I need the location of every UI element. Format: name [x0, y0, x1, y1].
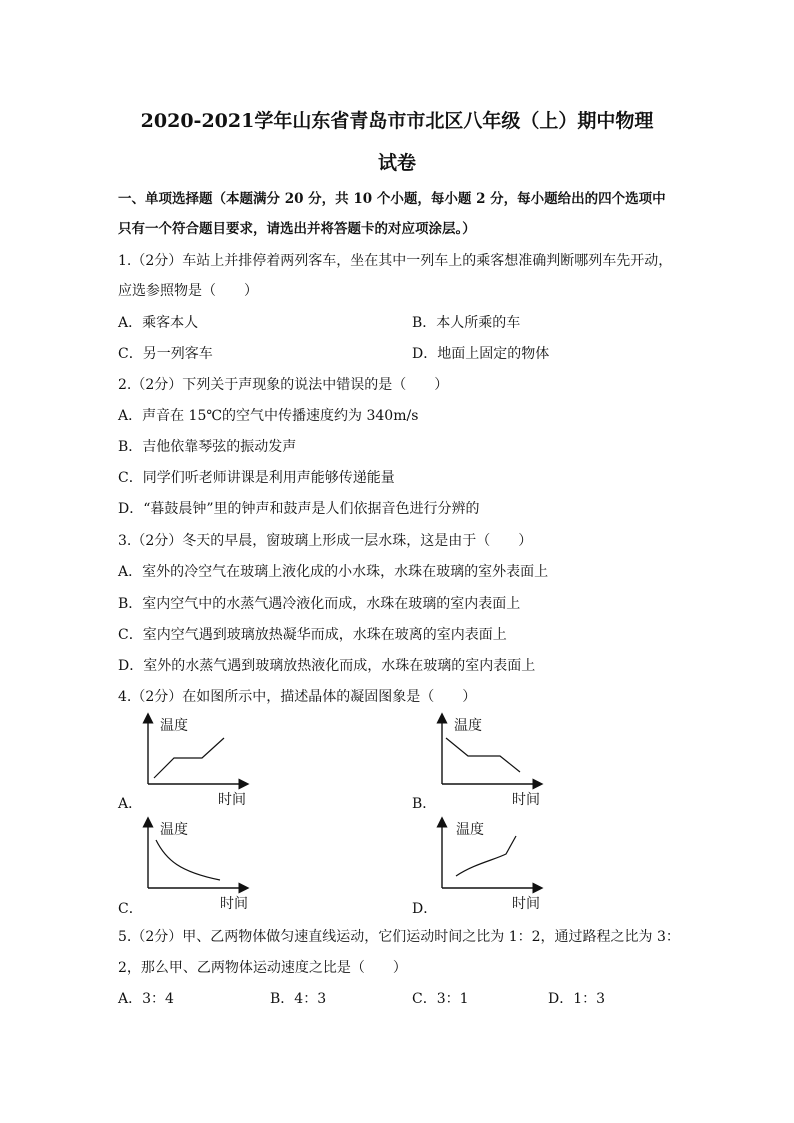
q4-stem: 4.（2分）在如图所示中，描述晶体的凝固图象是（ ） — [118, 689, 477, 705]
q2-option-c: C．同学们听老师讲课是利用声能够传递能量 — [118, 470, 395, 486]
q3-option-b: B．室内空气中的水蒸气遇冷液化而成，水珠在玻璃的室内表面上 — [118, 596, 521, 612]
graph-c-xlabel: 时间 — [220, 896, 248, 912]
q1-option-d: D．地面上固定的物体 — [412, 346, 550, 362]
graph-c-ylabel: 温度 — [160, 822, 188, 838]
q1-option-b: B．本人所乘的车 — [412, 315, 521, 331]
q1-stem-line1: 1.（2分）车站上并排停着两列客车，坐在其中一列车上的乘客想准确判断哪列车先开动， — [118, 253, 673, 269]
graph-c-curve — [156, 840, 220, 880]
graph-b-ylabel: 温度 — [454, 718, 482, 734]
graph-c-label: C． — [118, 901, 143, 917]
q5-option-d: D．1：3 — [548, 991, 606, 1007]
q2-stem: 2.（2分）下列关于声现象的说法中错误的是（ ） — [118, 377, 449, 393]
q5-stem-line2: 2，那么甲、乙两物体运动速度之比是（ ） — [118, 960, 407, 976]
graph-d-ylabel: 温度 — [456, 822, 484, 838]
graph-d-curve — [456, 836, 516, 876]
graph-b-curve — [446, 738, 520, 772]
exam-title-line2: 试卷 — [377, 152, 416, 174]
graph-a-xlabel: 时间 — [218, 792, 246, 808]
q3-option-a: A．室外的冷空气在玻璃上液化成的小水珠，水珠在玻璃的室外表面上 — [118, 564, 549, 580]
graph-d-xlabel: 时间 — [512, 896, 540, 912]
q5-stem-line1: 5.（2分）甲、乙两物体做匀速直线运动，它们运动时间之比为 1：2，通过路程之比为 3： — [118, 929, 680, 945]
graph-b-xlabel: 时间 — [512, 792, 540, 808]
exam-title-line1: 2020-2021学年山东省青岛市市北区八年级（上）期中物理 — [140, 110, 654, 132]
graph-d — [434, 816, 546, 912]
graph-a-curve — [154, 738, 224, 778]
q1-stem-line2: 应选参照物是（ ） — [118, 283, 258, 299]
graph-a-label: A． — [118, 796, 143, 812]
graph-b-label: B． — [412, 796, 437, 812]
section-heading-line2: 只有一个符合题目要求，请选出并将答题卡的对应项涂层。） — [118, 221, 476, 237]
q2-option-b: B．吉他依靠琴弦的振动发声 — [118, 439, 297, 455]
q1-option-a: A．乘客本人 — [118, 315, 199, 331]
graph-a-ylabel: 温度 — [160, 718, 188, 734]
graph-b — [434, 712, 546, 808]
graph-a — [140, 712, 252, 808]
q1-option-c: C．另一列客车 — [118, 346, 213, 362]
graph-c — [140, 816, 252, 912]
q3-option-c: C．室内空气遇到玻璃放热凝华而成，水珠在玻离的室内表面上 — [118, 627, 507, 643]
q3-stem: 3.（2分）冬天的早晨，窗玻璃上形成一层水珠，这是由于（ ） — [118, 533, 533, 549]
q5-option-c: C．3：1 — [412, 991, 469, 1007]
q2-option-a: A．声音在 15℃的空气中传播速度约为 340m/s — [118, 408, 419, 424]
graph-d-label: D． — [412, 901, 438, 917]
q2-option-d: D．“暮鼓晨钟”里的钟声和鼓声是人们依据音色进行分辨的 — [118, 501, 480, 517]
section-heading-line1: 一、单项选择题（本题满分 20 分，共 10 个小题，每小题 2 分，每小题给出的四个选项中 — [118, 191, 666, 207]
q5-option-a: A．3：4 — [118, 991, 174, 1007]
q5-option-b: B．4：3 — [270, 991, 327, 1007]
q3-option-d: D．室外的水蒸气遇到玻璃放热液化而成，水珠在玻璃的室内表面上 — [118, 658, 536, 674]
